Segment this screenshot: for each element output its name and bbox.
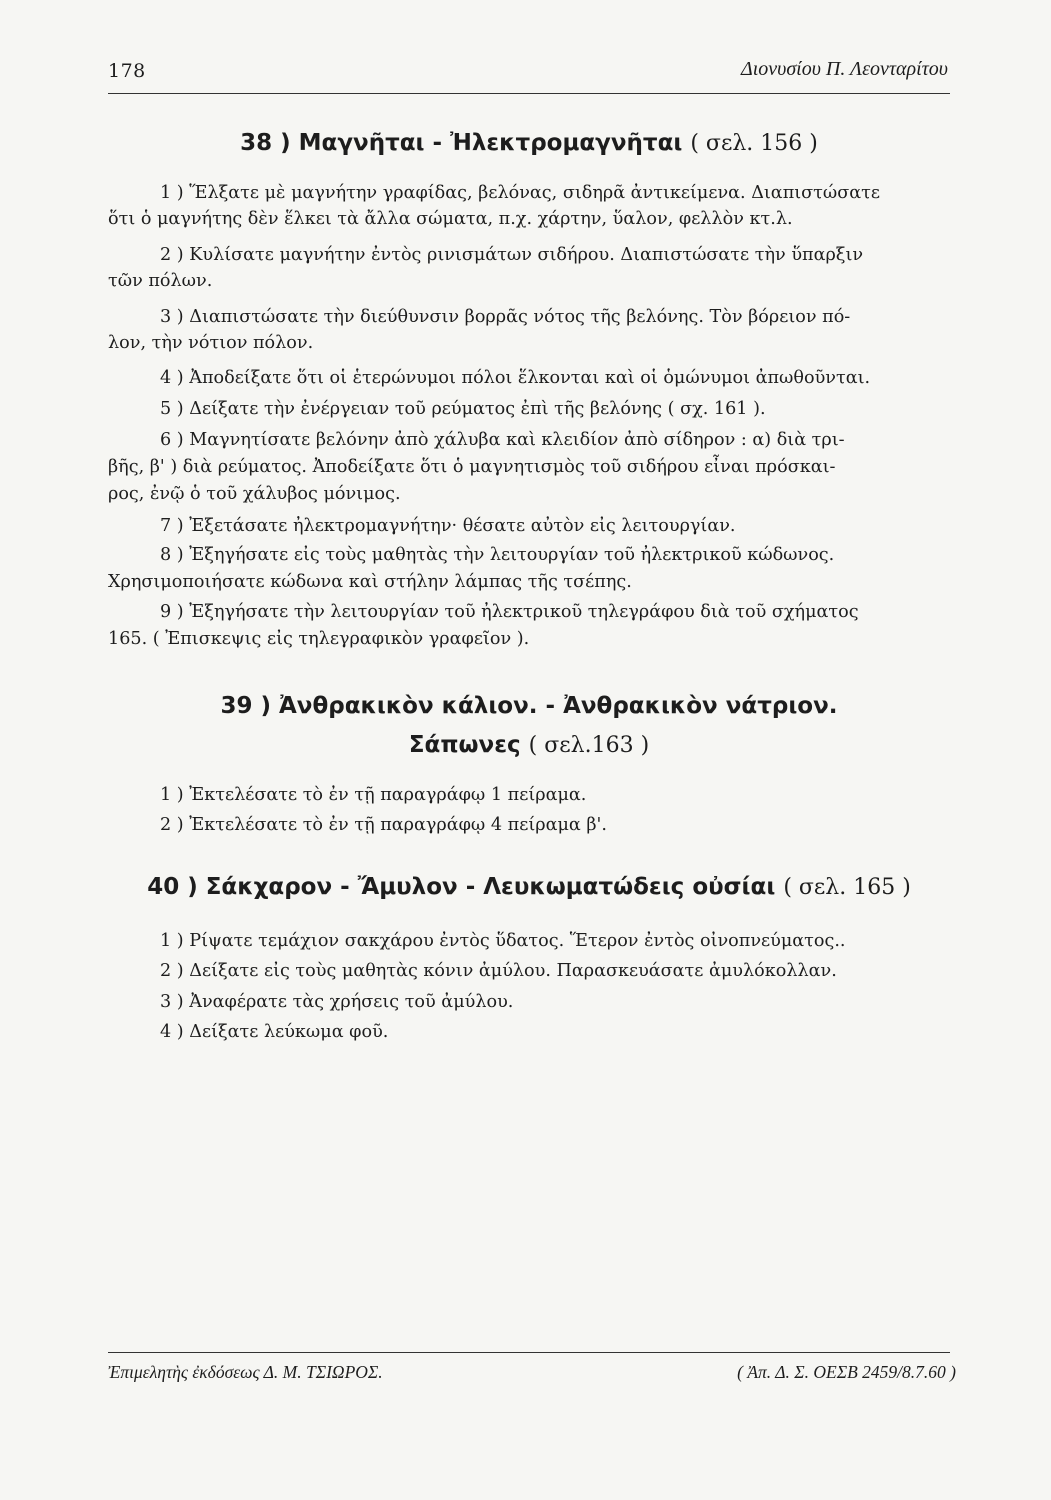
list-item: 2 ) Κυλίσατε μαγνήτην ἐντὸς ρινισμάτων σιδήρου. Διαπιστώσατε τὴν ὕπαρξιν [160,245,864,265]
list-item: 3 ) Διαπιστώσατε τὴν διεύθυνσιν βορρᾶς νότος τῆς βελόνης. Τὸν βόρειον πό- [160,307,851,327]
section-heading-40 [108,871,950,904]
list-item: 8 ) Ἐξηγήσατε εἰς τοὺς μαθητὰς τὴν λειτουργίαν τοῦ ἠλεκτρικοῦ κώδωνος. [160,545,835,565]
list-item: 6 ) Μαγνητίσατε βελόνην ἀπὸ χάλυβα καὶ κλειδίον ἀπὸ σίδηρον : α) διὰ τρι- [160,430,845,450]
section-page-ref: ( σελ. 165 ) [783,875,911,900]
section-title-continued: Σάπωνες [408,732,521,758]
page-number: 178 [108,60,146,82]
section-title: 39 ) Ἀνθρακικὸν κάλιον. - Ἀνθρακικὸν νάτριον. [220,693,838,719]
header-rule [108,93,950,94]
list-item-continuation: ρος, ἐνῷ ὁ τοῦ χάλυβος μόνιμος. [108,484,401,504]
approval-reference: ( Ἀπ. Δ. Σ. ΟΕΣΒ 2459/8.7.60 ) [737,1362,956,1382]
list-item-continuation: τῶν πόλων. [108,271,213,291]
list-item: 3 ) Ἀναφέρατε τὰς χρήσεις τοῦ ἀμύλου. [160,992,514,1012]
list-item: 1 ) Ἐκτελέσατε τὸ ἐν τῇ παραγράφῳ 1 πείραμα. [160,785,587,805]
section-heading-39 [108,690,950,722]
list-item: 1 ) Ἕλξατε μὲ μαγνήτην γραφίδας, βελόνας, σιδηρᾶ ἀντικείμενα. Διαπιστώσατε [160,183,880,203]
running-header [108,56,948,88]
list-item: 4 ) Ἀποδείξατε ὅτι οἱ ἑτερώνυμοι πόλοι ἕλκονται καὶ οἱ ὁμώνυμοι ἀπωθοῦνται. [160,368,871,388]
list-item: 4 ) Δείξατε λεύκωμα φοῦ. [160,1022,389,1042]
list-item-continuation: 165. ( Ἐπισκεψις εἰς τηλεγραφικὸν γραφεῖον ). [108,629,530,649]
section-heading-38 [108,127,950,160]
section-heading-39-line2 [108,729,950,762]
list-item: 1 ) Ρίψατε τεμάχιον σακχάρου ἐντὸς ὕδατος. Ἕτερον ἐντὸς οἰνοπνεύματος.. [160,931,846,951]
list-item: 9 ) Ἐξηγήσατε τὴν λειτουργίαν τοῦ ἠλεκτρικοῦ τηλεγράφου διὰ τοῦ σχήματος [160,602,859,622]
running-title: Διονυσίου Π. Λεονταρίτου [740,58,948,80]
list-item-continuation: λον, τὴν νότιον πόλον. [108,333,314,353]
list-item-continuation: Χρησιμοποιήσατε κώδωνα καὶ στήλην λάμπας τῆς τσέπης. [108,572,632,592]
list-item: 2 ) Ἐκτελέσατε τὸ ἐν τῇ παραγράφῳ 4 πείραμα β'. [160,815,607,835]
list-item: 2 ) Δείξατε εἰς τοὺς μαθητὰς κόνιν ἀμύλου. Παρασκευάσατε ἀμυλόκολλαν. [160,961,837,981]
list-item-continuation: ὅτι ὁ μαγνήτης δὲν ἕλκει τὰ ἄλλα σώματα, π.χ. χάρτην, ὕαλον, φελλὸν κτ.λ. [108,209,793,229]
section-page-ref: ( σελ.163 ) [528,733,650,758]
section-title: 40 ) Σάκχαρον - Ἄμυλον - Λευκωματώδεις οὐσίαι [147,874,776,900]
section-title: 38 ) Μαγνῆται - Ἠλεκτρομαγνῆται [240,130,683,156]
list-item: 5 ) Δείξατε τὴν ἐνέργειαν τοῦ ρεύματος ἐπὶ τῆς βελόνης ( σχ. 161 ). [160,399,766,419]
footer-rule [108,1352,950,1353]
section-page-ref: ( σελ. 156 ) [690,131,818,156]
list-item-continuation: βῆς, β' ) διὰ ρεύματος. Ἀποδείξατε ὅτι ὁ μαγνητισμὸς τοῦ σιδήρου εἶναι πρόσκαι- [108,457,836,477]
list-item: 7 ) Ἐξετάσατε ἠλεκτρομαγνήτην· θέσατε αὐτὸν εἰς λειτουργίαν. [160,516,736,536]
editor-credit: Ἐπιμελητὴς ἐκδόσεως Δ. Μ. ΤΣΙΩΡΟΣ. [108,1362,383,1382]
